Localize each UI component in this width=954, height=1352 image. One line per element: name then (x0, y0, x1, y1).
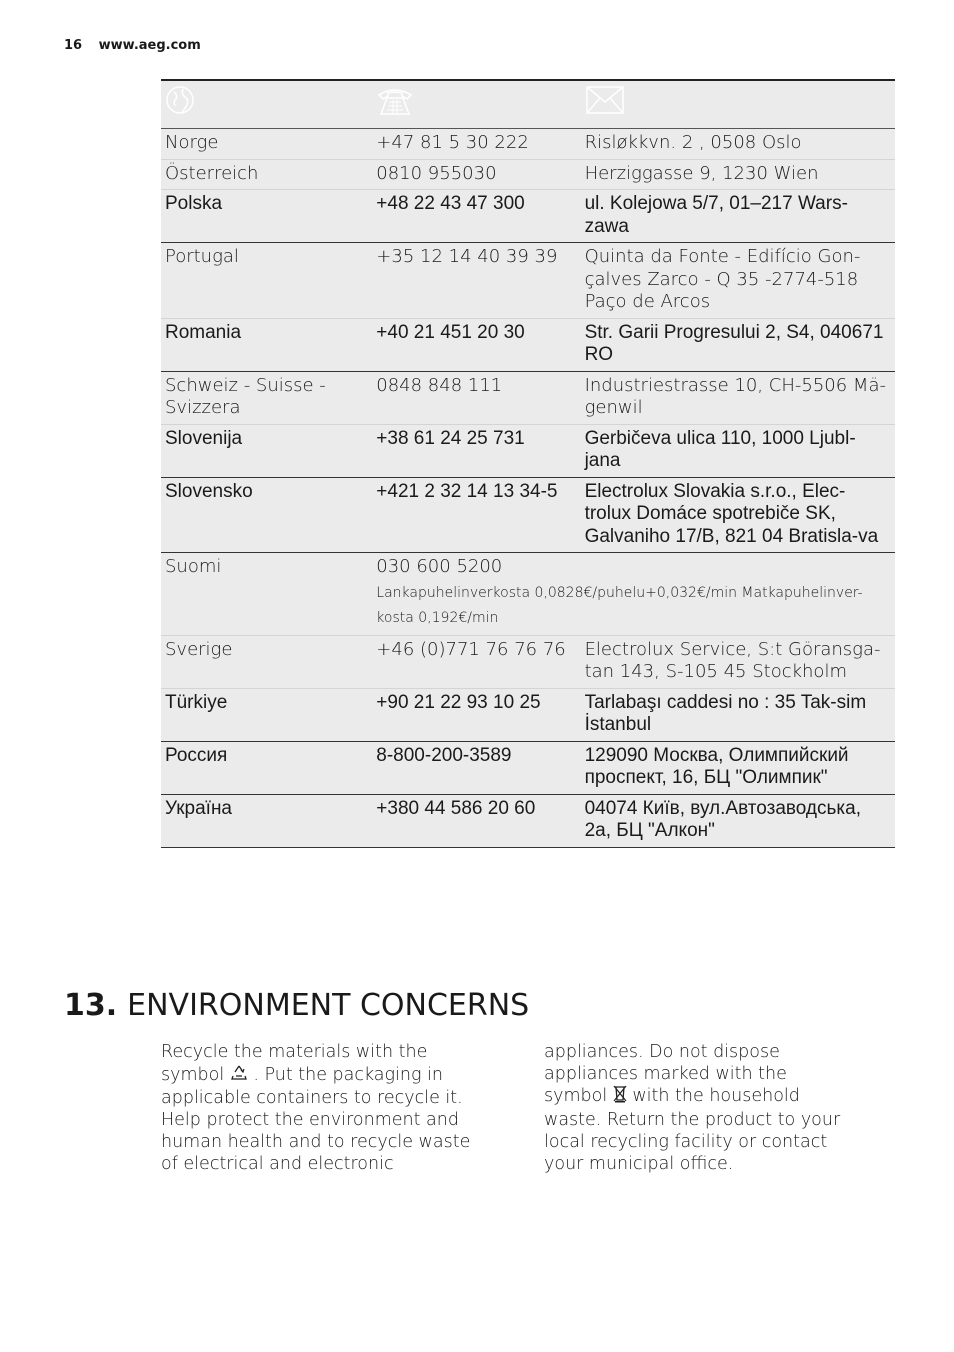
address-cell: Herziggasse 9, 1230 Wien (581, 159, 895, 190)
country-cell: Portugal (161, 243, 372, 319)
country-cell: Slovensko (161, 477, 372, 553)
country-cell: Slovenija (161, 424, 372, 477)
address-cell: Industriestrasse 10, CH-5506 Mä-genwil (581, 371, 895, 424)
table-row (161, 190, 895, 243)
country-cell: Österreich (161, 159, 372, 190)
section-heading (64, 988, 529, 1023)
globe-icon (165, 85, 195, 115)
table-row (161, 159, 895, 190)
address-cell: Str. Garii Progresului 2, S4, 040671 RO (581, 318, 895, 371)
country-cell: Schweiz - Suisse - Svizzera (161, 371, 372, 424)
phone-cell: +35 12 14 40 39 39 (372, 243, 580, 319)
section-number: 13. (64, 988, 118, 1023)
phone-icon (376, 85, 414, 117)
country-cell: Україна (161, 794, 372, 847)
country-column-header (161, 80, 372, 129)
table-row (161, 129, 895, 160)
phone-cell (372, 553, 895, 636)
country-cell: Россия (161, 741, 372, 794)
address-cell: Quinta da Fonte - Edifício Gon-çalves Zarco - Q 35 -2774-518 Paço de Arcos (581, 243, 895, 319)
address-cell: Electrolux Service, S:t Göransga-tan 143, S-105 45 Stockholm (581, 635, 895, 688)
environment-text-right (544, 1042, 854, 1175)
phone-number: 030 600 5200 (376, 556, 503, 577)
text-fragment: appliances. Do not dispose appliances marked with the symbol (544, 1042, 787, 1107)
phone-cell: +380 44 586 20 60 (372, 794, 580, 847)
address-column-header (581, 80, 895, 129)
phone-cell: +48 22 43 47 300 (372, 190, 580, 243)
address-cell: Tarlabaşı caddesi no : 35 Tak-sim İstanbul (581, 688, 895, 741)
table-row (161, 553, 895, 636)
table-row (161, 477, 895, 553)
table-row (161, 794, 895, 847)
address-cell: Gerbičeva ulica 110, 1000 Ljubl-jana (581, 424, 895, 477)
website-url[interactable]: www.aeg.com (98, 38, 201, 53)
text-fragment: with the household waste. Return the product to your local recycling facility or contact your municipal office. (544, 1086, 841, 1174)
address-cell: 129090 Москва, Олимпийский проспект, 16, БЦ "Олимпик" (581, 741, 895, 794)
table-row (161, 243, 895, 319)
crossed-bin-icon (613, 1085, 627, 1110)
phone-cell: 0810 955030 (372, 159, 580, 190)
phone-cell: +38 61 24 25 731 (372, 424, 580, 477)
phone-cell: +46 (0)771 76 76 76 (372, 635, 580, 688)
tariff-note: Lankapuhelinverkosta 0,0828€/puhelu+0,032€/min Matkapuhelinver-kosta 0,192€/min (376, 584, 863, 626)
table-row (161, 318, 895, 371)
phone-cell: 0848 848 111 (372, 371, 580, 424)
country-cell: Suomi (161, 553, 372, 636)
country-cell: Romania (161, 318, 372, 371)
section-title-text: ENVIRONMENT CONCERNS (127, 988, 530, 1023)
recycle-icon (230, 1064, 248, 1089)
phone-cell: +47 81 5 30 222 (372, 129, 580, 160)
table-header-row (161, 80, 895, 129)
page-number: 16 (64, 38, 83, 53)
country-cell: Norge (161, 129, 372, 160)
text-fragment: . Put the packaging in applicable containers to recycle it. Help protect the environment and human health and to recycle waste of electrical and electronic (161, 1064, 471, 1174)
table-row (161, 741, 895, 794)
envelope-icon (585, 85, 625, 115)
page-header (64, 38, 201, 53)
table-row (161, 688, 895, 741)
table-row (161, 371, 895, 424)
table-row (161, 424, 895, 477)
address-cell: Electrolux Slovakia s.r.o., Elec-trolux Domáce spotrebiče SK, Galvaniho 17/B, 821 04 Bratisla-va (581, 477, 895, 553)
address-cell: ul. Kolejowa 5/7, 01–217 Wars-zawa (581, 190, 895, 243)
service-contact-table (161, 79, 895, 848)
phone-cell: +421 2 32 14 13 34-5 (372, 477, 580, 553)
phone-cell: 8-800-200-3589 (372, 741, 580, 794)
text-fragment: Recycle the materials with the symbol (161, 1042, 428, 1085)
phone-column-header (372, 80, 580, 129)
address-cell: 04074 Київ, вул.Автозаводська, 2а, БЦ "Алкон" (581, 794, 895, 847)
country-cell: Sverige (161, 635, 372, 688)
environment-text-left (161, 1042, 471, 1175)
phone-cell: +90 21 22 93 10 25 (372, 688, 580, 741)
table-row (161, 635, 895, 688)
address-cell: Risløkkvn. 2 , 0508 Oslo (581, 129, 895, 160)
country-cell: Türkiye (161, 688, 372, 741)
country-cell: Polska (161, 190, 372, 243)
phone-cell: +40 21 451 20 30 (372, 318, 580, 371)
